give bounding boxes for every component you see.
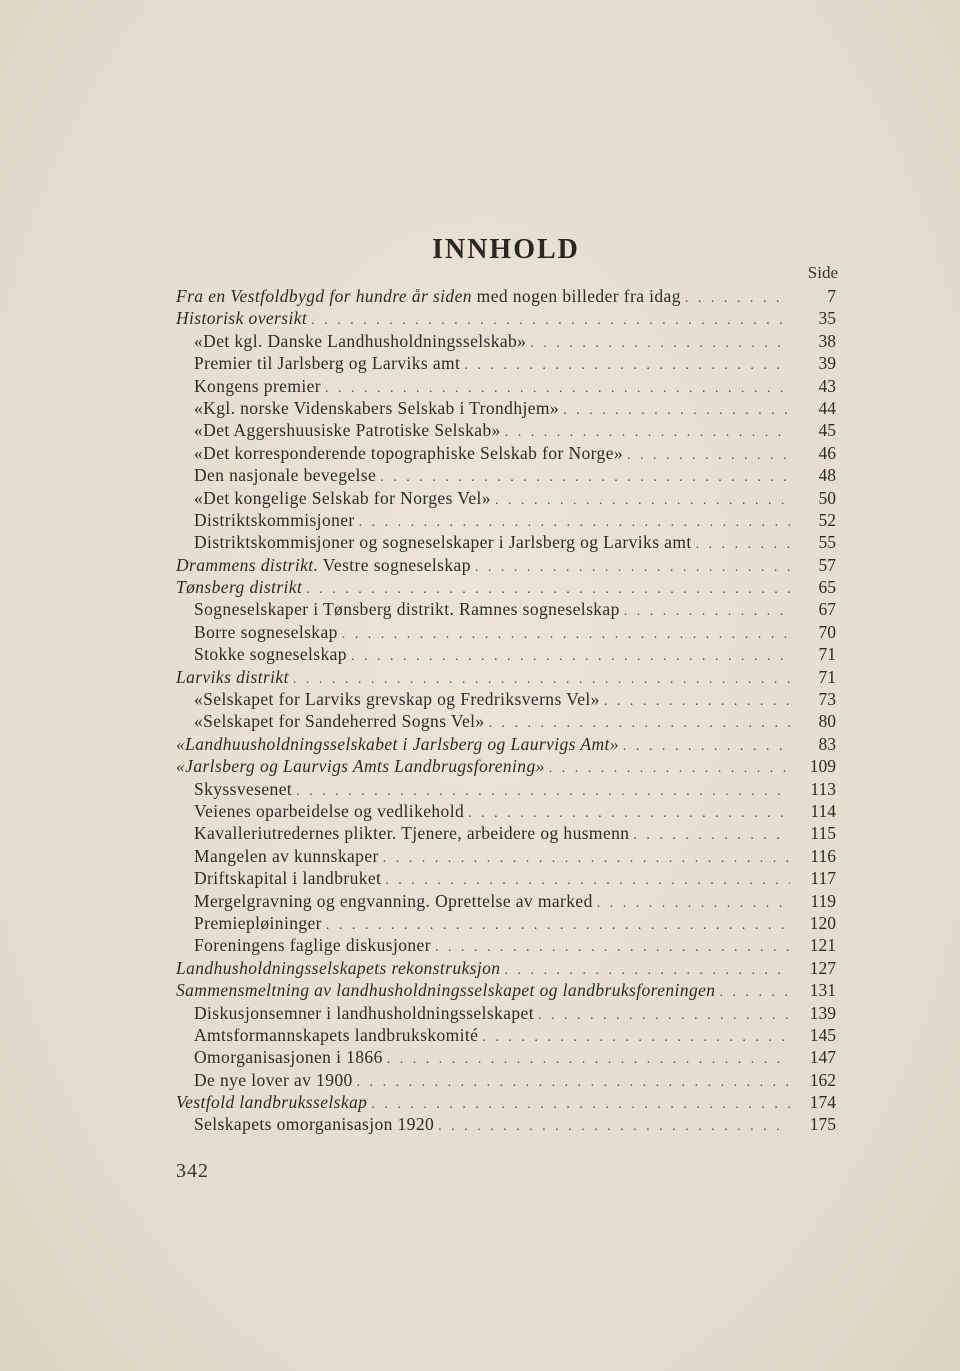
toc-entry-page: 52 [818,509,836,530]
toc-entry-title-main: «Kgl. norske Videnskabers Selskab i Trondhjem» [194,397,560,418]
toc-entry-page: 115 [810,823,836,844]
toc-entry-title [176,957,500,979]
toc-entry-page: 116 [810,845,836,866]
toc-entry-title [176,554,471,576]
toc-entry-page: 114 [810,800,836,821]
toc-entry-title-main: Driftskapital i landbruket [194,868,382,889]
toc-entry-page: 65 [818,577,836,598]
toc-entry-title-main: Omorganisasjonen i 1866 [194,1047,383,1068]
table-of-contents [0,285,960,1136]
toc-entry [0,352,960,374]
toc-entry [0,957,960,979]
toc-entry-title [176,755,545,777]
toc-entry-page: 67 [818,599,836,620]
toc-entry-title-main: Tønsberg distrikt [176,577,303,598]
toc-entry-title [194,464,376,486]
toc-entry-title-suffix: med nogen billeder fra idag [471,286,681,306]
toc-entry-title [194,1024,478,1046]
toc-entry-title [176,733,619,755]
toc-entry-title-main: Mergelgravning og engvanning. Oprettelse av marked [194,890,593,911]
toc-entry-title-main: Den nasjonale bevegelse [194,465,377,486]
toc-entry-page: 38 [818,330,836,351]
toc-dot-leader [438,1116,790,1138]
toc-entry-title-main: «Det korresponderende topographiske Selskab for Norge» [194,442,624,463]
toc-entry-title-main: «Selskapet for Sandeherred Sogns Vel» [194,711,485,732]
toc-entry [0,733,960,755]
toc-entry-title [194,1002,534,1024]
page-title: INNHOLD [432,234,580,265]
toc-entry [0,890,960,912]
toc-entry-title [194,912,322,934]
toc-entry-title [194,352,460,374]
toc-entry-title-main: Kongens premier [194,375,322,396]
toc-entry [0,755,960,777]
toc-entry-title-main: Premiepløininger [194,912,322,933]
toc-entry-title [194,710,485,732]
toc-entry-title-main: «Det kgl. Danske Landhusholdningsselskab» [194,330,527,351]
toc-entry [0,1046,960,1068]
toc-entry-title-main: «Selskapet for Larviks grevskap og Fredriksverns Vel» [194,689,600,710]
toc-entry-page: 117 [810,868,836,889]
toc-entry-title-main: Mangelen av kunnskaper [194,845,379,866]
toc-entry-title [194,375,321,397]
toc-entry [0,307,960,329]
toc-entry-title [194,419,501,441]
toc-entry [0,979,960,1001]
toc-entry-title-main: Stokke sogneselskap [194,644,347,665]
toc-entry-title [194,531,692,553]
toc-entry-page: 121 [809,935,836,956]
toc-entry-title-main: «Landhuusholdningsselskabet i Jarlsberg og Laurvigs Amt» [176,733,619,754]
toc-entry-title-main: «Det Aggershuusiske Patrotiske Selskab» [194,420,501,441]
toc-entry [0,666,960,688]
toc-entry-page: 35 [818,308,836,329]
toc-entry [0,576,960,598]
toc-entry-page: 71 [818,644,836,665]
toc-entry [0,800,960,822]
toc-entry-title [194,867,381,889]
toc-entry [0,397,960,419]
toc-entry-title [194,487,491,509]
toc-entry-title [194,1069,353,1091]
toc-entry-page: 120 [809,912,836,933]
toc-entry [0,621,960,643]
toc-entry-title-suffix: Vestre sogneselskap [318,554,471,575]
toc-entry-title [176,576,302,598]
toc-entry-page: 48 [818,465,836,486]
toc-entry-page: 73 [818,689,836,710]
toc-entry [0,845,960,867]
toc-entry-title [176,666,289,688]
page-column-header: Side [807,263,838,282]
toc-entry-title [194,845,379,867]
toc-entry-page: 80 [818,711,836,732]
toc-entry-page: 7 [827,286,836,306]
toc-entry-title [194,643,347,665]
toc-entry-title [194,1113,434,1135]
toc-entry-title-main: Vestfold landbruksselskap [176,1092,368,1113]
toc-entry [0,934,960,956]
toc-entry-title-main: Foreningens faglige diskusjoner [194,935,431,956]
toc-entry-title [176,979,715,1001]
toc-entry [0,509,960,531]
toc-entry-page: 70 [818,621,836,642]
toc-entry-title-main: Sammensmeltning av landhusholdningsselskapet og landbruksforeningen [176,980,716,1001]
toc-entry [0,822,960,844]
toc-entry-title-main: Skyssvesenet [194,778,293,799]
toc-entry [0,643,960,665]
toc-entry-page: 71 [818,666,836,687]
toc-entry-title-main: Distriktskommisjoner og sogneselskaper i Jarlsberg og Larviks amt [194,532,692,553]
toc-entry-title-main: Borre sogneselskap [194,621,338,642]
toc-entry [0,778,960,800]
toc-entry-title [194,1046,383,1068]
toc-entry-page: 43 [818,375,836,396]
toc-entry-page: 119 [810,890,836,911]
toc-entry-page: 175 [809,1114,836,1135]
toc-entry [0,1024,960,1046]
toc-entry-page: 139 [809,1002,836,1023]
toc-entry [0,688,960,710]
toc-entry-page: 145 [809,1024,836,1045]
toc-entry-page: 46 [818,442,836,463]
toc-entry-title [176,1091,367,1113]
toc-entry-title-main: De nye lover av 1900 [194,1069,353,1090]
toc-entry-title [176,285,681,307]
toc-entry-title-main: Amtsformannskapets landbrukskomité [194,1024,479,1045]
toc-entry [0,1069,960,1091]
toc-entry-title [194,330,526,352]
toc-entry-title [176,307,307,329]
toc-entry-page: 147 [809,1047,836,1068]
toc-entry-title-main: Selskapets omorganisasjon 1920 [194,1114,435,1135]
toc-entry-page: 109 [809,756,836,777]
toc-entry [0,285,960,307]
toc-entry-page: 162 [809,1069,836,1090]
toc-entry-title-main: Kavalleriutredernes plikter. Tjenere, arbeidere og husmenn [194,823,630,844]
toc-entry-title-main: Sogneselskaper i Tønsberg distrikt. Ramnes sogneselskap [194,599,620,620]
toc-entry-title [194,442,623,464]
toc-entry-title-main: Distriktskommisjoner [194,509,355,530]
toc-entry [0,531,960,553]
toc-entry-page: 127 [809,957,836,978]
toc-entry-page: 57 [818,554,836,575]
toc-entry-title-main: Diskusjonsemner i landhusholdningsselskapet [194,1002,534,1023]
toc-entry [0,330,960,352]
toc-entry-title [194,688,600,710]
toc-entry [0,710,960,732]
toc-entry-title-main: «Det kongelige Selskab for Norges Vel» [194,487,491,508]
toc-entry-page: 39 [818,353,836,374]
toc-entry-title [194,800,464,822]
page-number: 342 [176,1160,209,1182]
toc-entry-title [194,778,292,800]
toc-entry-page: 131 [809,980,836,1001]
toc-entry-page: 174 [809,1092,836,1113]
toc-entry-title [194,890,593,912]
toc-entry-title [194,598,620,620]
toc-entry [0,1113,960,1135]
toc-entry-page: 113 [810,778,836,799]
toc-entry-title [194,934,431,956]
toc-entry [0,487,960,509]
toc-entry-title-main: Fra en Vestfoldbygd for hundre år siden [176,286,472,306]
toc-entry [0,554,960,576]
toc-entry-title-main: «Jarlsberg og Laurvigs Amts Landbrugsforening» [176,756,545,777]
toc-entry [0,419,960,441]
toc-entry-title-main: Premier til Jarlsberg og Larviks amt [194,353,461,374]
toc-entry [0,1002,960,1024]
toc-entry [0,375,960,397]
toc-entry [0,464,960,486]
toc-entry [0,598,960,620]
toc-entry-title-main: Landhusholdningsselskapets rekonstruksjon [176,957,501,978]
toc-entry-title [194,509,355,531]
toc-entry-page: 50 [818,487,836,508]
toc-entry-title-main: Historisk oversikt [176,308,308,329]
toc-entry [0,442,960,464]
toc-entry-title-main: Veienes oparbeidelse og vedlikehold [194,800,465,821]
toc-entry-title [194,822,629,844]
toc-entry-title [194,397,559,419]
toc-entry-page: 55 [818,532,836,553]
toc-entry-title [194,621,338,643]
toc-entry-title-main: Larviks distrikt [176,666,289,687]
toc-entry-page: 44 [818,397,836,418]
toc-entry-title-main: Drammens distrikt. [176,554,319,575]
toc-entry-page: 45 [818,420,836,441]
toc-entry-page: 83 [818,733,836,754]
toc-entry [0,912,960,934]
toc-entry [0,1091,960,1113]
toc-entry [0,867,960,889]
